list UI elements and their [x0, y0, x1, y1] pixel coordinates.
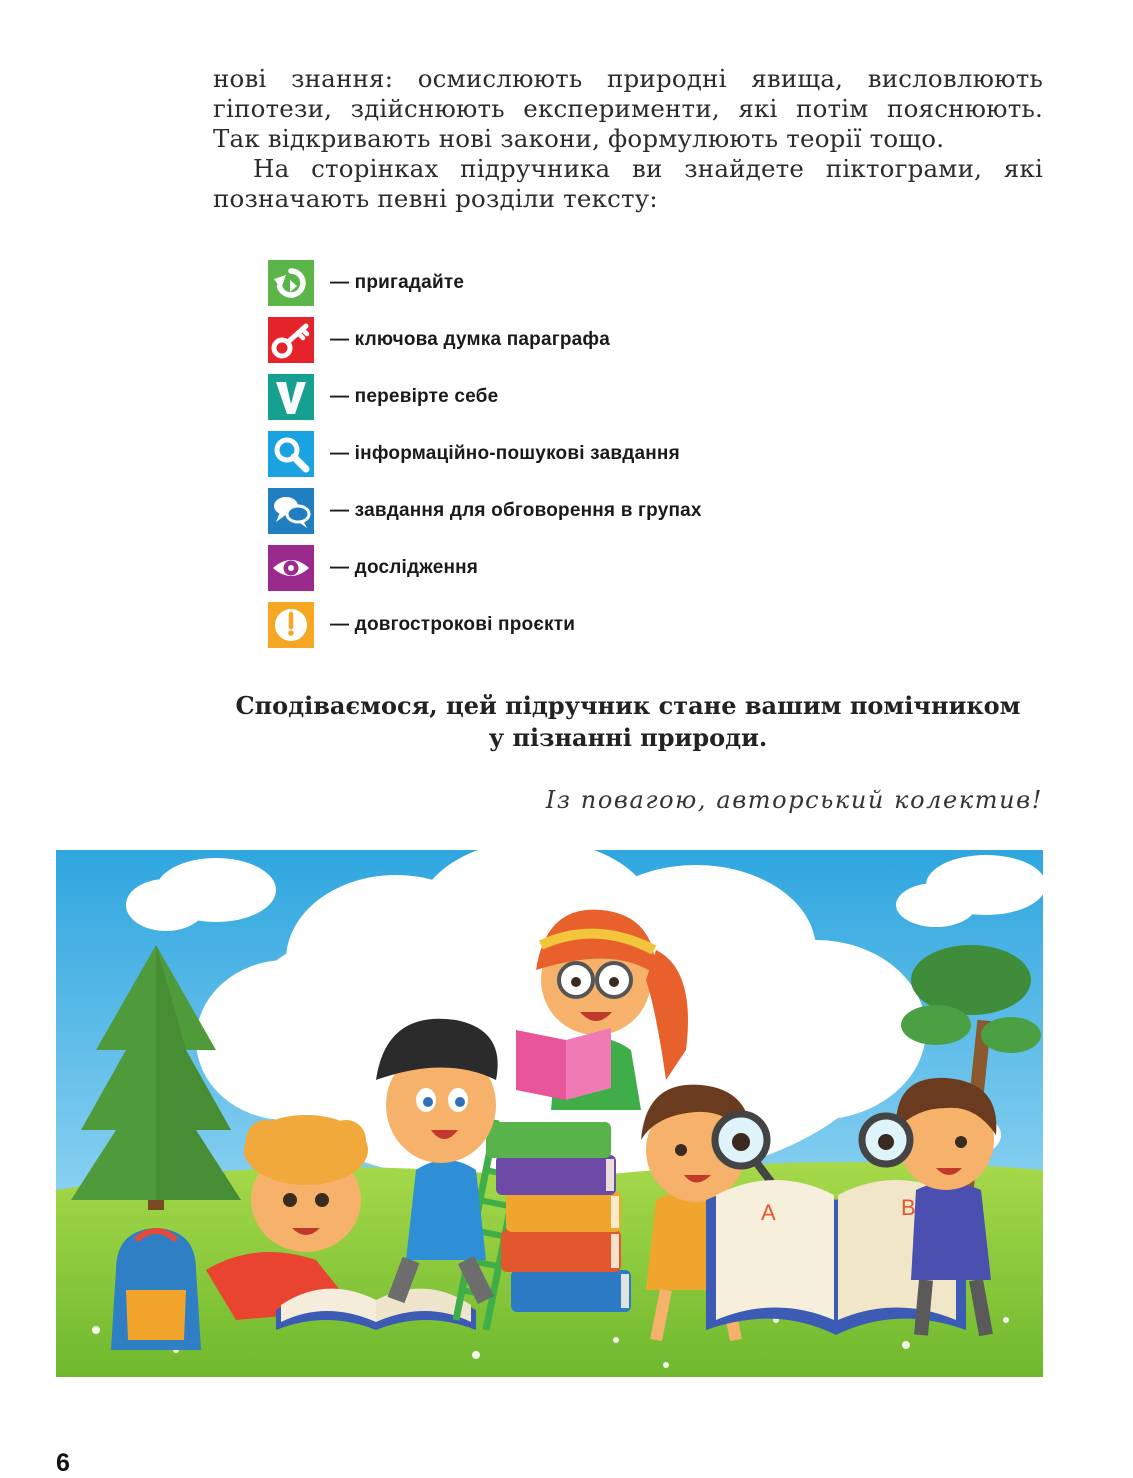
- recall-arrow-icon: [268, 260, 314, 306]
- wish-line-1: Сподіваємося, цей підручник стане вашим помічником: [235, 691, 1021, 720]
- legend-label: — перевірте себе: [330, 386, 499, 407]
- intro-paragraph-1: нові знання: осмислюють природні явища, висловлюють гіпотези, здійснюють експерименти, які потім пояснюють. Так відкривають нові закони, формулюють теорії тощо.: [213, 64, 1043, 153]
- legend-item-research: [268, 545, 828, 591]
- legend-label: — завдання для обговорення в групах: [330, 500, 702, 521]
- legend-label: — довгострокові проєкти: [330, 614, 576, 635]
- page-number: 6: [56, 1449, 70, 1477]
- key-icon: [268, 317, 314, 363]
- legend-label: — дослідження: [330, 557, 479, 578]
- book-letter-a: A: [761, 1200, 776, 1225]
- legend-label: — інформаційно-пошукові завдання: [330, 443, 680, 464]
- magnifier-icon: [268, 431, 314, 477]
- legend-item-recall: [268, 260, 828, 306]
- legend-item-check-yourself: [268, 374, 828, 420]
- closing-wish: [213, 690, 1043, 754]
- check-mark-icon: [268, 374, 314, 420]
- legend-label: — пригадайте: [330, 272, 465, 293]
- legend-item-group-discussion: [268, 488, 828, 534]
- book-letter-b: B: [901, 1195, 916, 1220]
- eye-icon: [268, 545, 314, 591]
- legend-label: — ключова думка параграфа: [330, 329, 611, 350]
- intro-paragraph-2: На сторінках підручника ви знайдете піктограми, які позначають певні розділи тексту:: [213, 154, 1043, 213]
- clock-icon: [268, 602, 314, 648]
- author-signature: Із повагою, авторський колектив!: [545, 786, 1043, 814]
- legend-item-key-idea: [268, 317, 828, 363]
- wish-line-2: у пізнанні природи.: [488, 723, 768, 752]
- speech-bubbles-icon: [268, 488, 314, 534]
- intro-text: [213, 64, 1043, 214]
- children-reading-books-illustration: [56, 850, 1043, 1377]
- legend-item-long-term-projects: [268, 602, 828, 648]
- legend-item-search-tasks: [268, 431, 828, 477]
